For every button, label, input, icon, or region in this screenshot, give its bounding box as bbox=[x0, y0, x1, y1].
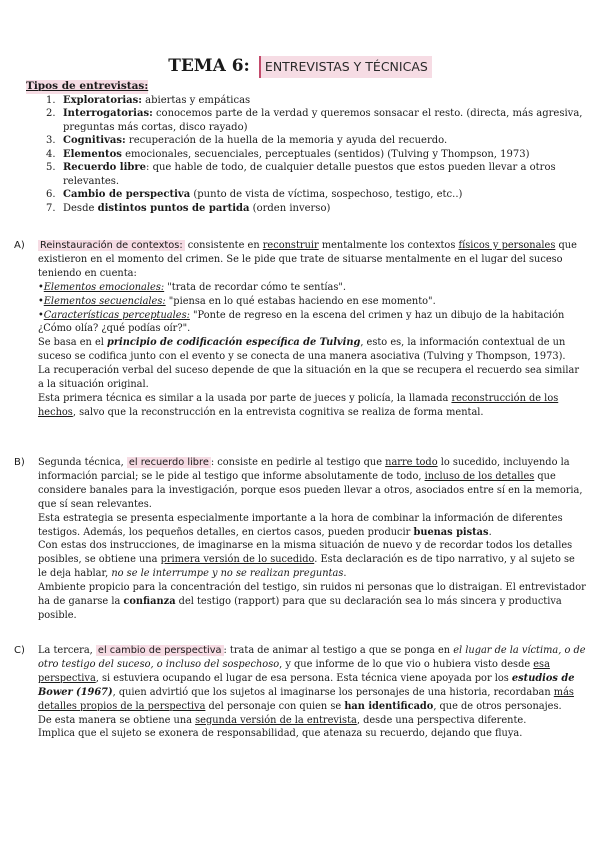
item-number: 7. bbox=[46, 202, 56, 214]
list-item bbox=[26, 107, 586, 134]
list-item bbox=[26, 202, 586, 216]
item-term: Elementos bbox=[63, 148, 122, 160]
item-pre: Desde bbox=[63, 202, 98, 214]
paragraph: Implica que el sujeto se exonera de responsabilidad, que atenaza su recuerdo, dejando que fluya. bbox=[38, 728, 523, 740]
item-number: 5. bbox=[46, 162, 56, 173]
item-number: 1. bbox=[46, 94, 56, 106]
paragraph: La recuperación verbal del suceso depende de que la situación en la que se recupera el recuerdo sea similar a la situación original. bbox=[38, 365, 580, 391]
paragraph: Ambiente propicio para la concentración del testigo, sin ruidos ni personas que lo distraigan. El entrevistador ha de ganarse la confianza del testigo (rapport) para que su declaración sea lo más sincera y productiva posible. bbox=[38, 582, 586, 621]
bullet-item: •Características perceptuales: "Ponte de regreso en la escena del crimen y haz un dibujo de la habitación ¿Cómo olía? ¿qué podías oír?". bbox=[38, 309, 565, 335]
section-b bbox=[14, 456, 586, 623]
bullet-item: •Elementos emocionales: "trata de recordar cómo te sentías". bbox=[38, 281, 347, 293]
item-text: abiertas y empáticas bbox=[141, 94, 251, 106]
list-item bbox=[26, 134, 586, 148]
types-list bbox=[26, 94, 586, 216]
item-text: emocionales, secuenciales, perceptuales (sentidos) (Tulving y Thompson, 1973) bbox=[121, 148, 530, 160]
item-text: (orden inverso) bbox=[249, 202, 331, 214]
section-letter: A) bbox=[14, 240, 25, 251]
types-section bbox=[26, 80, 586, 215]
paragraph: Segunda técnica, el recuerdo libre : consiste en pedirle al testigo que narre todo lo sucedido, incluyendo la información parcial; se le pide al testigo que informe absolutamente de todo, incluso de los detalles que considere banales para la investigación, porque esos pueden llevar a otros, asociados entre sí en la memoria, que sí sean relevantes. bbox=[38, 457, 583, 510]
item-text: recuperación de la huella de la memoria y ayuda del recuerdo. bbox=[125, 135, 448, 146]
types-heading: Tipos de entrevistas: bbox=[26, 80, 149, 92]
title-main: TEMA 6: bbox=[168, 56, 250, 76]
section-a bbox=[14, 239, 586, 420]
item-text: : que hable de todo, de cualquier detalle puestos que estos pueden llevar a otros relevantes. bbox=[63, 162, 556, 187]
section-heading: el cambio de perspectiva bbox=[97, 645, 222, 656]
section-heading: el recuerdo libre bbox=[128, 457, 209, 468]
paragraph: Se basa en el principio de codificación específica de Tulving, esto es, la información contextual de un suceso se codifica junto con el evento y se conecta de una manera asociativa (Tulving y Thompson, 1973). bbox=[38, 337, 566, 363]
paragraph: De esta manera se obtiene una segunda versión de la entrevista, desde una perspectiva diferente. bbox=[38, 714, 527, 726]
item-text: (punto de vista de víctima, sospechoso, testigo, etc..) bbox=[190, 189, 463, 200]
item-number: 6. bbox=[46, 189, 56, 200]
page-title bbox=[0, 56, 600, 78]
item-text: conocemos parte de la verdad y queremos sonsacar el resto. (directa, más agresiva, preguntas más cortas, disco rayado) bbox=[63, 108, 583, 133]
item-number: 4. bbox=[46, 148, 56, 160]
list-item bbox=[26, 148, 586, 162]
list-item bbox=[26, 188, 586, 202]
paragraph: Con estas dos instrucciones, de imaginarse en la misma situación de nuevo y de recordar todos los detalles posibles, se obtiene una primera versión de lo sucedido. Esta declaración es de tipo narrativo, y al sujeto se le deja hablar, no se le interrumpe y no se realizan preguntas. bbox=[38, 540, 575, 580]
section-heading: Reinstauración de contextos: bbox=[40, 240, 183, 251]
item-number: 2. bbox=[46, 108, 56, 119]
paragraph: Esta primera técnica es similar a la usada por parte de jueces y policía, la llamada reconstrucción de los hechos, salvo que la reconstrucción en la entrevista cognitiva se realiza de forma mental. bbox=[38, 392, 559, 418]
item-term: Cognitivas: bbox=[63, 135, 126, 146]
list-item bbox=[26, 161, 586, 188]
paragraph: Esta estrategia se presenta especialmente importante a la hora de combinar la información de diferentes testigos. Además, los pequeños detalles, en ciertos casos, pueden producir buenas pistas. bbox=[38, 512, 563, 538]
section-letter: C) bbox=[14, 645, 25, 656]
item-term: Exploratorias: bbox=[63, 94, 142, 106]
item-term: distintos puntos de partida bbox=[97, 202, 250, 214]
section-letter: B) bbox=[14, 457, 25, 468]
item-term: Recuerdo libre bbox=[63, 162, 147, 173]
bullet-item: •Elementos secuenciales: "piensa en lo qué estabas haciendo en ese momento". bbox=[38, 295, 436, 307]
paragraph: La tercera, el cambio de perspectiva : trata de animar al testigo a que se ponga en el lugar de la víctima, o de otro testigo del suceso, o incluso del sospechoso, y que informe de lo que vio o hubiera visto desde esa perspectiva, si estuviera ocupando el lugar de esa persona. Esta técnica viene apoyada por los estudios de Bower (1967), quien advirtió que los sujetos al imaginarse los personajes de una historia, recordaban más detalles propios de la perspectiva del personaje con quien se han identificado, que de otros personajes. bbox=[38, 645, 586, 712]
list-item bbox=[26, 94, 586, 108]
paragraph: Reinstauración de contextos: consistente en reconstruir mentalmente los contextos físicos y personales que existieron en el momento del crimen. Se le pide que trate de situarse mentalmente en el lugar del suceso teniendo en cuenta: bbox=[38, 240, 577, 279]
item-number: 3. bbox=[46, 135, 56, 146]
section-c bbox=[14, 644, 586, 741]
item-term: Interrogatorias: bbox=[63, 108, 153, 119]
title-sub: ENTREVISTAS Y TÉCNICAS bbox=[259, 56, 432, 78]
item-term: Cambio de perspectiva bbox=[63, 189, 191, 200]
